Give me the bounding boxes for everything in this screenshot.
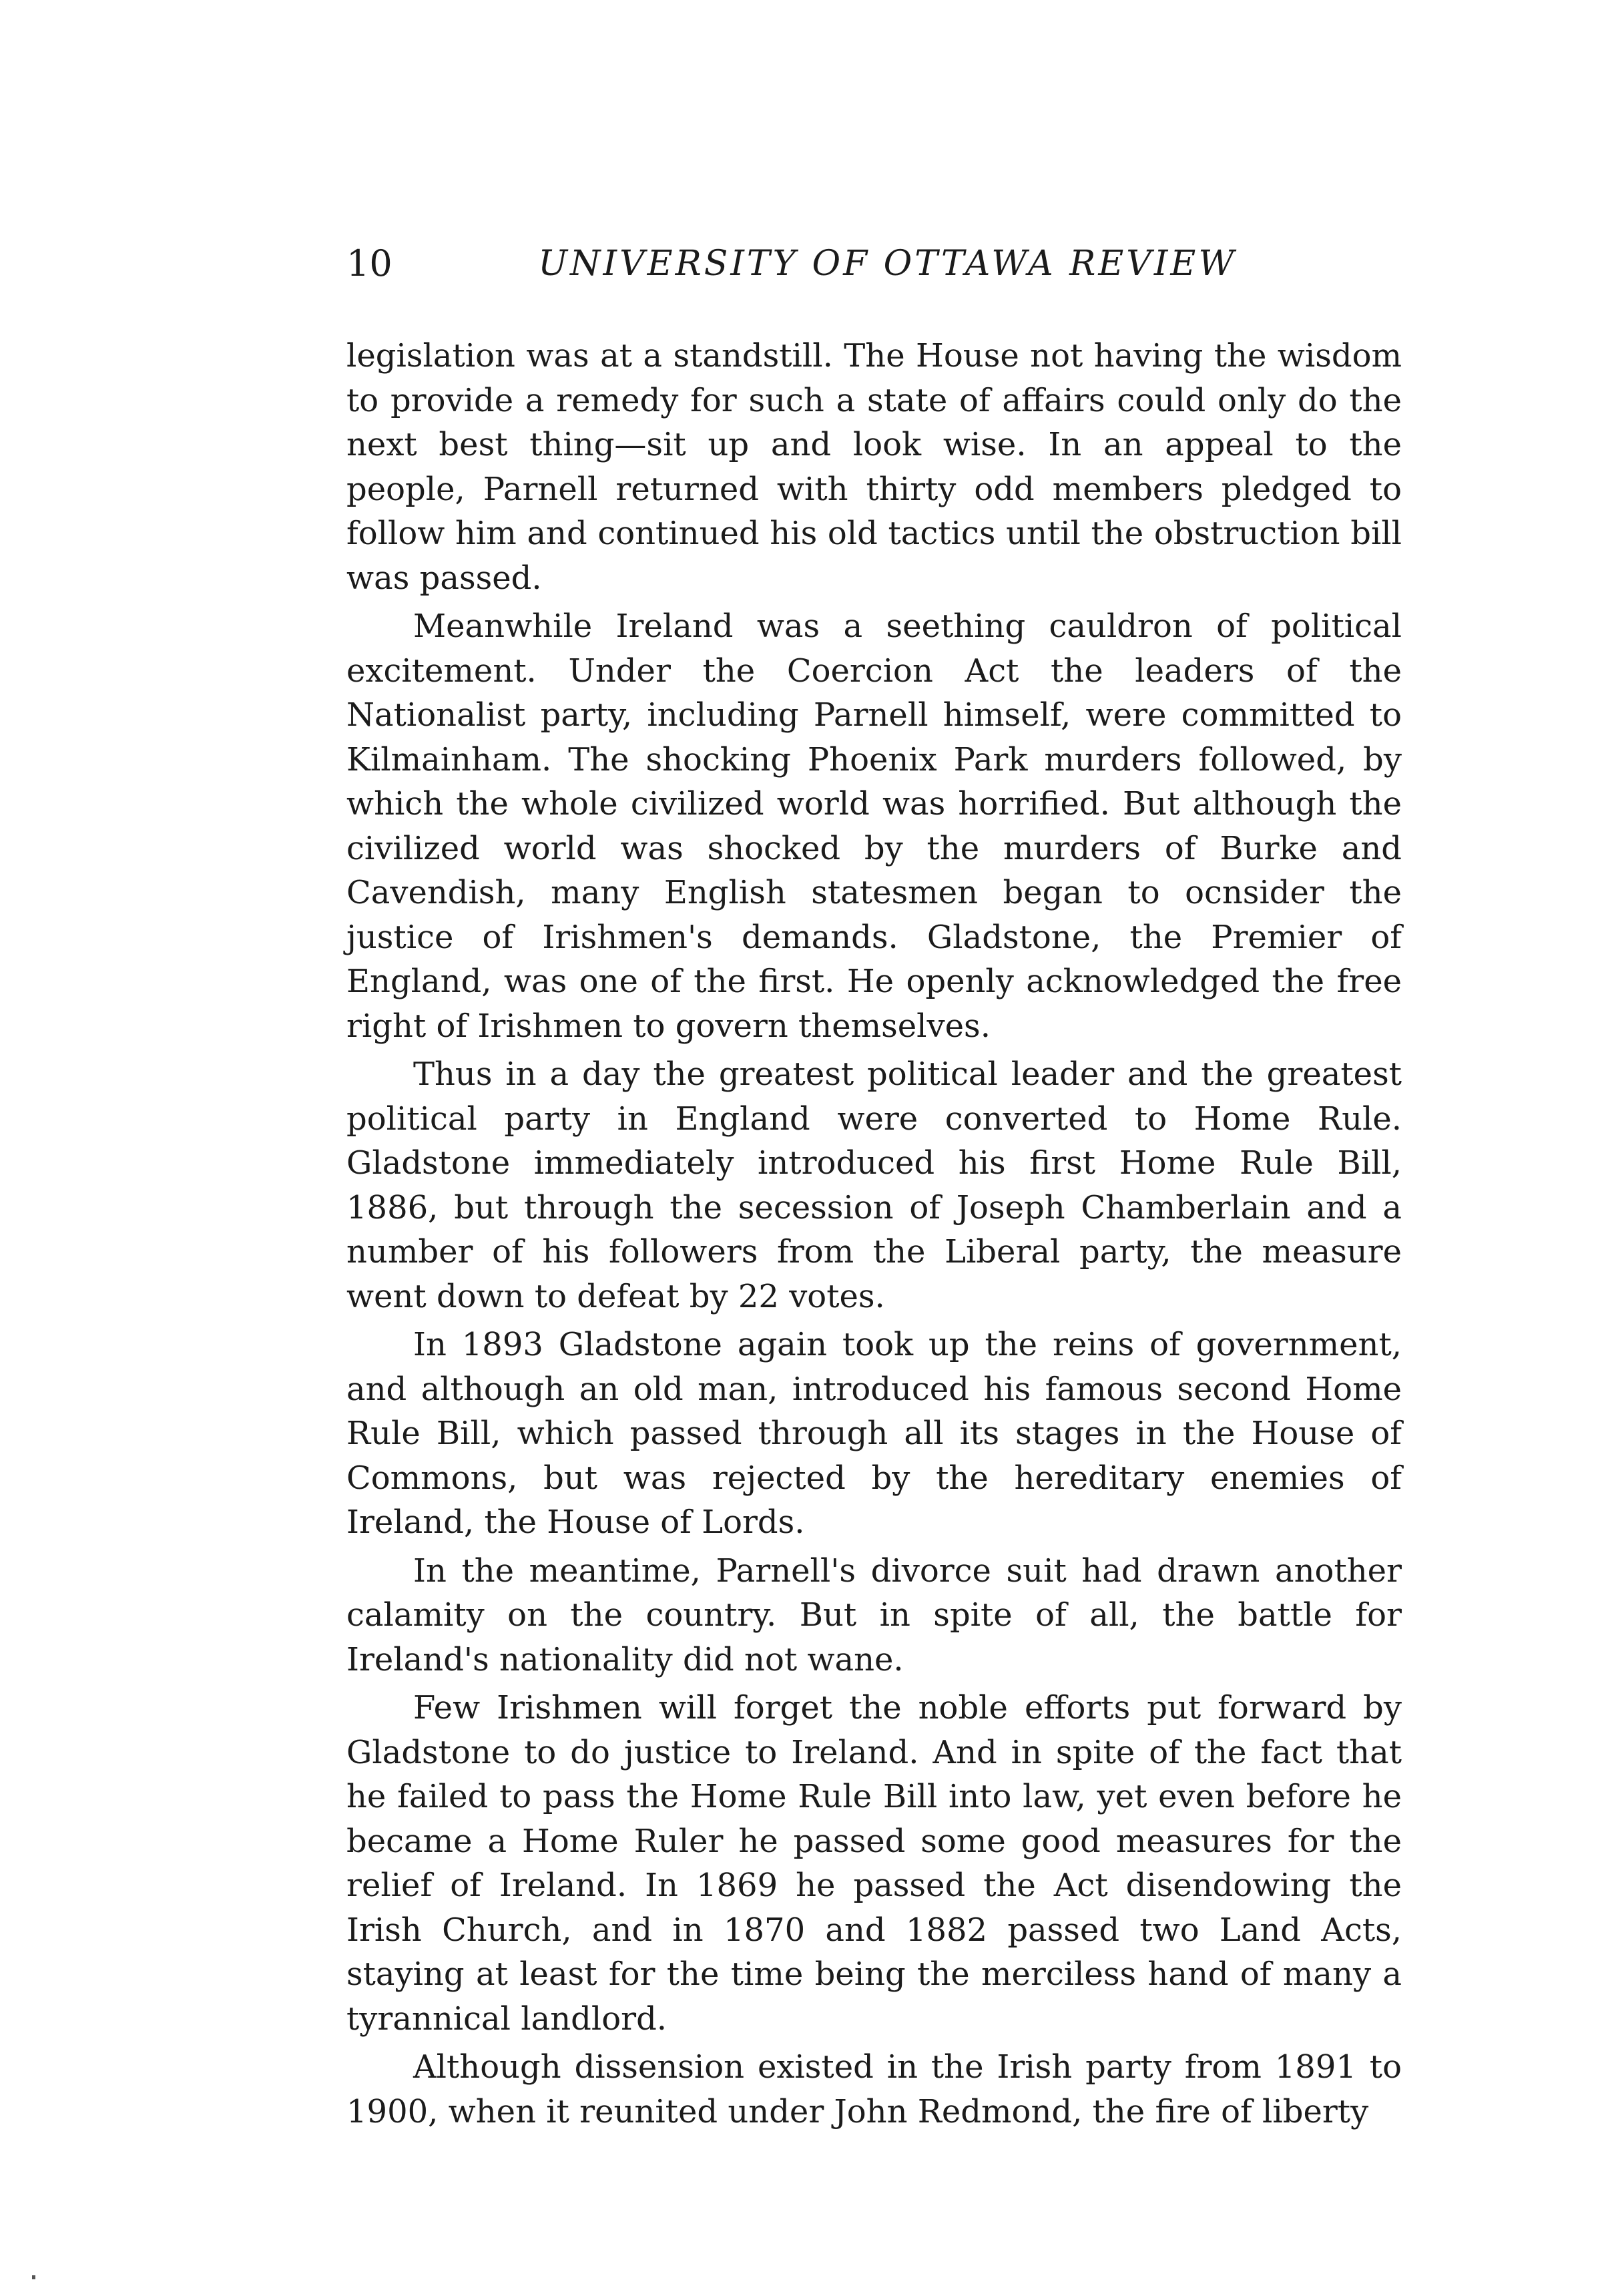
paragraph: In 1893 Gladstone again took up the reins of government, and although an old man, introduced his famous second Home Rule Bill, which passed through all its stages in the House of Commons, but was rejected by the hereditary enemies of Ireland, the House of Lords. — [346, 1326, 1402, 1541]
paragraph-continuation: legislation was at a standstill. The House not having the wisdom to provide a remedy for such a state of affairs could only do the next best thing—sit up and look wise. In an appeal to the people, Parnell returned with thirty odd members pledged to follow him and continued his old tactics until the obstruction bill was passed. — [346, 337, 1402, 597]
paragraph: Meanwhile Ireland was a seething cauldron of political excitement. Under the Coercion Act the leaders of the Nationalist party, including Parnell himself, were committed to Kilmainham. The shocking Phoenix Park murders followed, by which the whole civilized world was horrified. But although the civilized world was shocked by the murders of Burke and Cavendish, many English statesmen began to ocnsider the justice of Irishmen's demands. Gladstone, the Premier of England, was one of the first. He openly acknowledged the free right of Irishmen to govern themselves. — [346, 608, 1402, 1045]
scan-speck — [32, 2275, 35, 2279]
paragraph: Thus in a day the greatest political leader and the greatest political party in England were converted to Home Rule. Gladstone immediately introduced his first Home Rule Bill, 1886, but through the secession of Joseph Chamberlain and a number of his followers from the Liberal party, the measure went down to defeat by 22 votes. — [346, 1056, 1402, 1315]
paragraph: Few Irishmen will forget the noble efforts put forward by Gladstone to do justice to Ireland. And in spite of the fact that he failed to pass the Home Rule Bill into law, yet even before he became a Home Ruler he passed some good measures for the relief of Ireland. In 1869 he passed the Act disendowing the Irish Church, and in 1870 and 1882 passed two Land Acts, staying at least for the time being the merciless hand of many a tyrannical landlord. — [346, 1689, 1402, 2038]
paragraph: Although dissension existed in the Irish party from 1891 to 1900, when it reunited under John Redmond, the fire of liberty — [346, 2048, 1402, 2130]
journal-title: UNIVERSITY OF OTTAWA REVIEW — [538, 244, 1237, 284]
paragraph: In the meantime, Parnell's divorce suit had drawn another calamity on the country. But in spite of all, the battle for Ireland's nationality did not wane. — [346, 1552, 1402, 1678]
page-number: 10 — [346, 242, 392, 284]
body-text — [346, 334, 1402, 2138]
running-head — [346, 237, 1402, 290]
